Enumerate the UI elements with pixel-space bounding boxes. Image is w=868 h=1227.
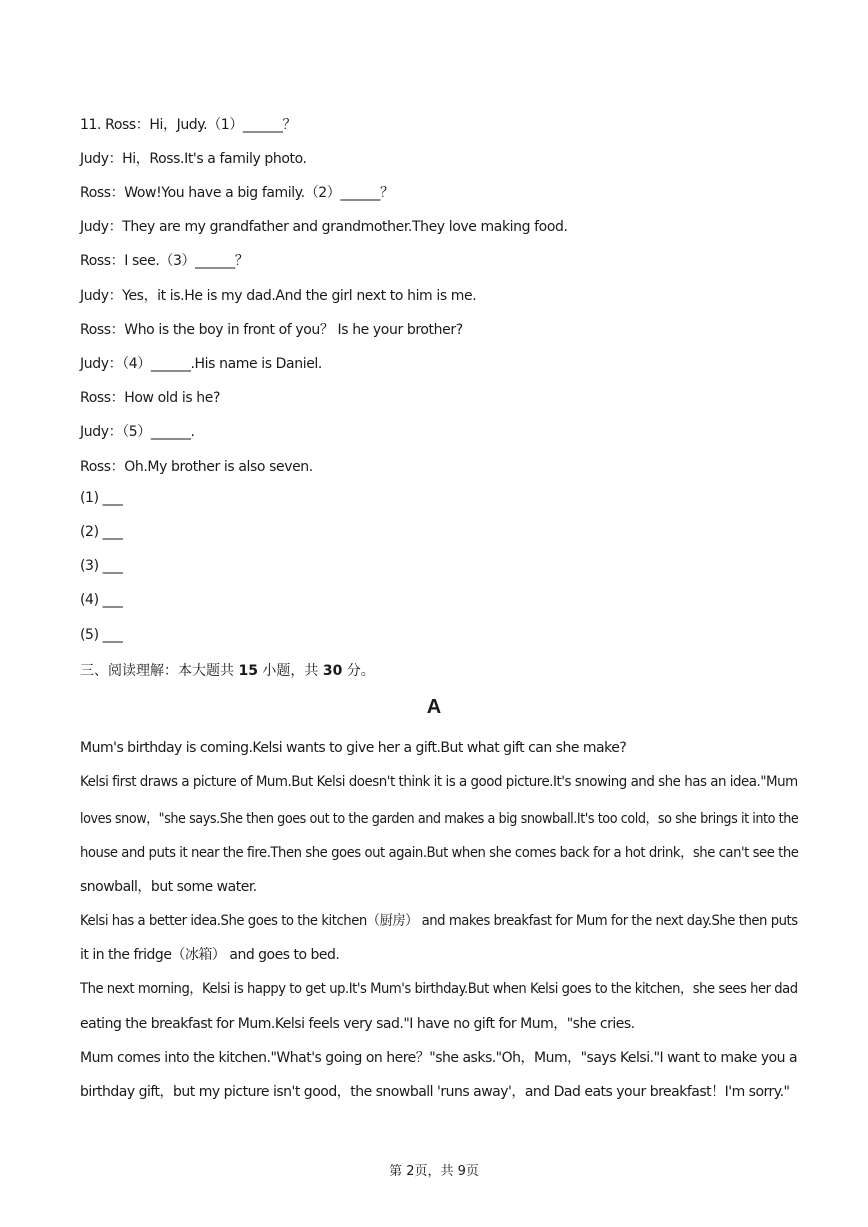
passage-line: Kelsi has a better idea.She goes to the kitchen（厨房） and makes breakfast for Mum for the next day.She then puts bbox=[80, 913, 798, 929]
section-heading bbox=[80, 660, 375, 680]
section-heading-middle: 小题，共 bbox=[257, 663, 323, 679]
passage-line: Mum's birthday is coming.Kelsi wants to give her a gift.But what gift can she make? bbox=[80, 740, 627, 756]
passage-line: loves snow，"she says.She then goes out to the garden and makes a big snowball.It's too cold，so she brings it into the bbox=[80, 811, 799, 827]
page-number: 第 2页，共 9页 bbox=[389, 1164, 479, 1179]
passage-line: Mum comes into the kitchen."What's going on here？"she asks."Oh，Mum，"says Kelsi."I want to make you a bbox=[80, 1050, 798, 1066]
dialogue-line: Ross：Wow!You have a big family.（2）______？ bbox=[80, 185, 394, 201]
answer-blank-1[interactable]: (1) ___ bbox=[80, 490, 123, 506]
dialogue-line: Ross：Who is the boy in front of you？ Is he your brother? bbox=[80, 322, 463, 338]
answer-blank-3[interactable]: (3) ___ bbox=[80, 558, 123, 574]
passage-title: A bbox=[426, 696, 442, 718]
dialogue-line: 11. Ross：Hi，Judy.（1）______？ bbox=[80, 117, 297, 133]
section-heading-prefix: 三、阅读理解：本大题共 bbox=[80, 663, 239, 679]
passage-line: Kelsi first draws a picture of Mum.But Kelsi doesn't think it is a good picture.It's snowing and she has an idea."Mum bbox=[80, 774, 798, 790]
answer-blank-2[interactable]: (2) ___ bbox=[80, 524, 123, 540]
dialogue-line: Judy：Hi，Ross.It's a family photo. bbox=[80, 151, 307, 167]
dialogue-line: Judy：（5）______. bbox=[80, 424, 195, 440]
dialogue-line: Judy：Yes，it is.He is my dad.And the girl next to him is me. bbox=[80, 288, 477, 304]
passage-line: The next morning，Kelsi is happy to get up.It's Mum's birthday.But when Kelsi goes to the kitchen，she sees her dad bbox=[80, 981, 798, 997]
section-total-score: 30 bbox=[322, 663, 343, 679]
answer-blank-4[interactable]: (4) ___ bbox=[80, 592, 123, 608]
passage-line: birthday gift，but my picture isn't good，the snowball 'runs away'，and Dad eats your breakfast！I'm sorry." bbox=[80, 1084, 790, 1100]
section-heading-suffix: 分。 bbox=[342, 663, 375, 679]
passage-line: snowball，but some water. bbox=[80, 879, 257, 895]
dialogue-line: Ross：Oh.My brother is also seven. bbox=[80, 459, 313, 475]
dialogue-line: Ross：How old is he? bbox=[80, 390, 220, 406]
dialogue-line: Judy：（4）______.His name is Daniel. bbox=[80, 356, 322, 372]
passage-line: eating the breakfast for Mum.Kelsi feels very sad."I have no gift for Mum，"she cries. bbox=[80, 1016, 635, 1032]
answer-blank-5[interactable]: (5) ___ bbox=[80, 627, 123, 643]
passage-line: house and puts it near the fire.Then she goes out again.But when she comes back for a hot drink，she can't see the bbox=[80, 845, 799, 861]
dialogue-line: Ross：I see.（3）______？ bbox=[80, 253, 249, 269]
section-question-count: 15 bbox=[238, 663, 258, 679]
passage-line: it in the fridge（冰箱） and goes to bed. bbox=[80, 947, 340, 963]
dialogue-line: Judy：They are my grandfather and grandmother.They love making food. bbox=[80, 219, 568, 235]
